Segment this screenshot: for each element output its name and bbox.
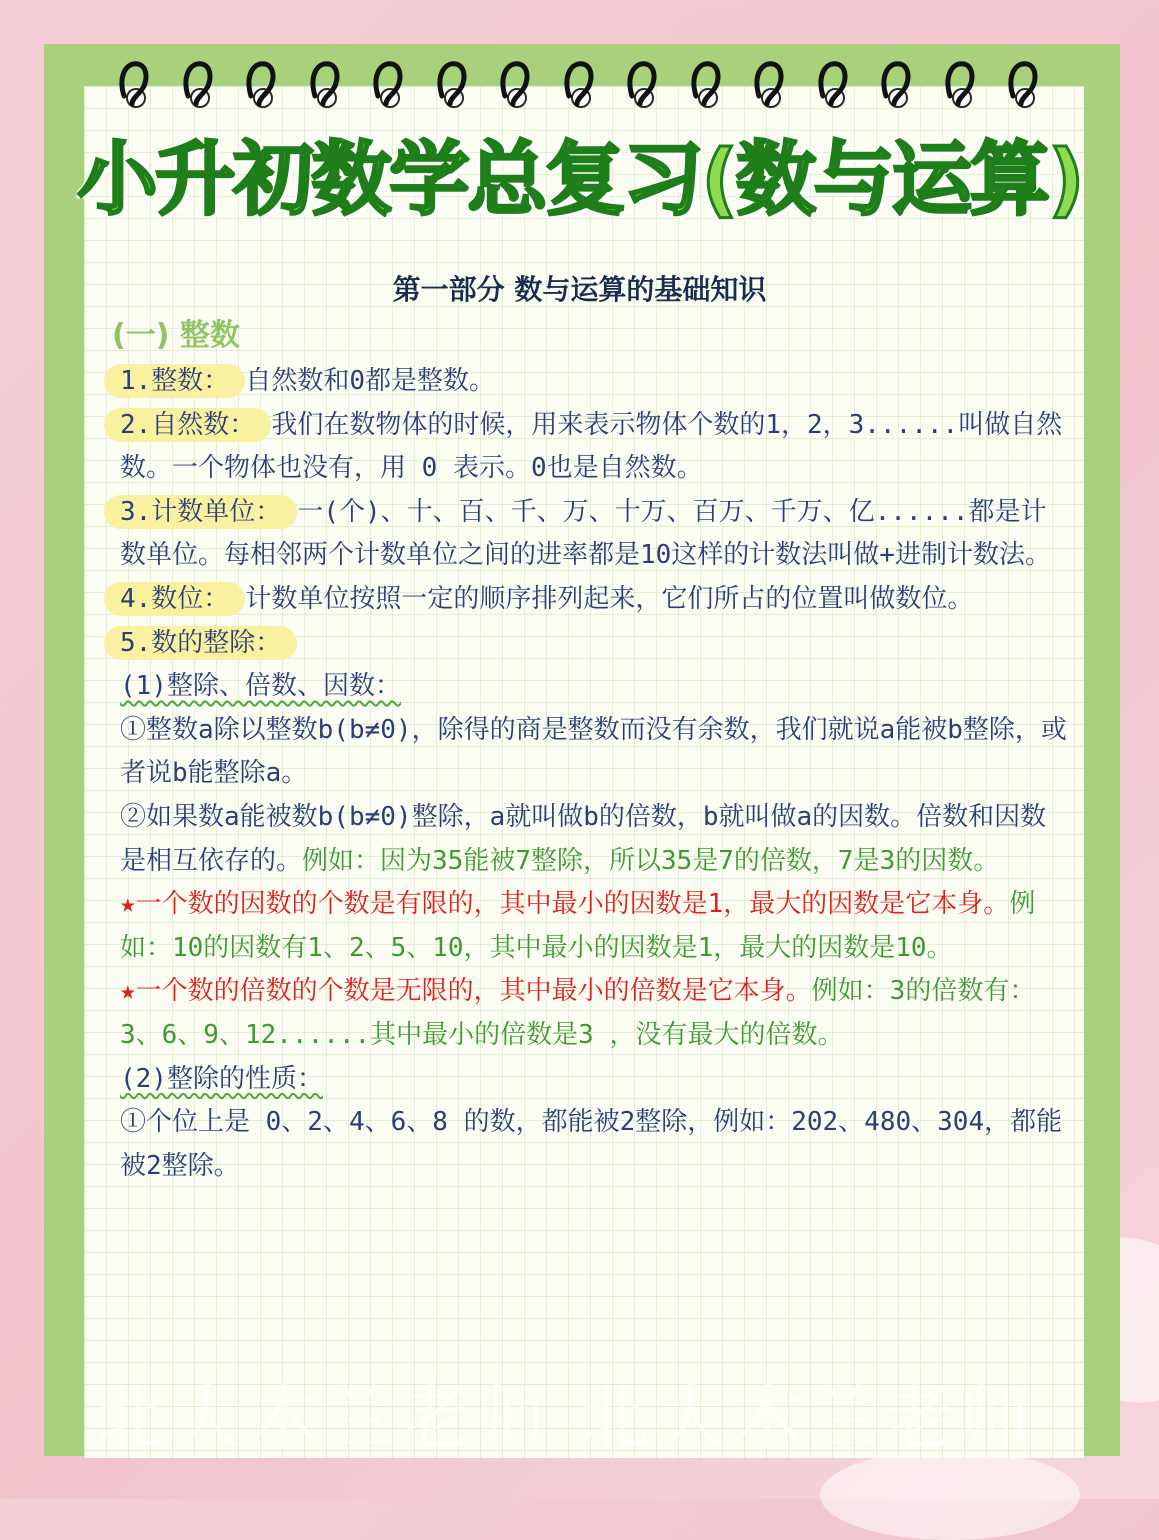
item-integer-text: 自然数和0都是整数。: [245, 366, 495, 396]
item-counting-unit-text: 一(个)、十、百、千、万、十万、百万、千万、亿......都是计数单位。每相邻两个计数单位之间的进率都是10这样的计数法叫做+进制计数法。: [120, 496, 1051, 571]
paragraph-2-example: 例如：因为35能被7整除，所以35是7的倍数，7是3的因数。: [302, 845, 1000, 876]
spiral-ring-icon: [745, 58, 793, 122]
paragraph-4-text: 一个数的倍数的个数是无限的，其中最小的倍数是它本身。: [135, 976, 812, 1007]
spiral-ring-icon: [682, 58, 730, 122]
notes-content: [120, 360, 1070, 1188]
subsection-title-2-text: (2)整除的性质：: [120, 1063, 323, 1094]
paragraph-4: [120, 970, 1070, 1057]
item-digit-place-text: 计数单位按照一定的顺序排列起来，它们所占的位置叫做数位。: [245, 583, 974, 614]
paragraph-3-text: 一个数的因数的个数是有限的，其中最小的因数是1，最大的因数是它本身。: [135, 889, 1010, 920]
paragraph-3-example: 例如：10的因数有1、2、5、10，其中最小的因数是1，最大的因数是10。: [120, 889, 1036, 963]
page-subtitle: 第一部分 数与运算的基础知识: [392, 273, 767, 306]
subsection-title-1: [120, 665, 1070, 709]
spiral-ring-icon: [936, 58, 984, 122]
spiral-ring-icon: [491, 58, 539, 122]
star-icon: ★: [120, 889, 136, 920]
page-title: 小升初数学总复习(数与运算): [77, 133, 1083, 226]
subsection-title-1-text: (1)整除、倍数、因数：: [120, 671, 401, 702]
item-divisibility: [120, 622, 1070, 666]
item-natural-number-head: 2.自然数：: [104, 408, 271, 442]
paragraph-2: [120, 796, 1070, 883]
item-divisibility-head: 5.数的整除：: [104, 626, 297, 660]
paragraph-2-text: ②如果数a能被数b(b≠0)整除，a就叫做b的倍数，b就叫做a的因数。倍数和因数是相互依存的。: [120, 801, 1047, 876]
item-counting-unit: [120, 491, 1070, 578]
paragraph-4-example: 例如：3的倍数有：3、6、9、12......其中最小的倍数是3 ，没有最大的倍数。: [120, 976, 1036, 1050]
item-natural-number-text: 我们在数物体的时候，用来表示物体个数的1，2，3......叫做自然数。一个物体也没有，用 0 表示。0也是自然数。: [120, 409, 1063, 484]
item-digit-place-head: 4.数位：: [104, 582, 245, 616]
item-digit-place: [120, 578, 1070, 622]
item-integer-head: 1.整数：: [104, 364, 245, 398]
paragraph-1: ①整数a除以整数b(b≠0)，除得的商是整数而没有余数，我们就说a能被b整除，或者说b能整除a。: [120, 714, 1067, 789]
spiral-ring-icon: [618, 58, 666, 122]
paragraph-5: ①个位上是 0、2、4、6、8 的数，都能被2整除，例如：202、480、304，都能被2整除。: [120, 1107, 1063, 1181]
spiral-ring-icon: [174, 58, 222, 122]
spiral-ring-icon: [872, 58, 920, 122]
spiral-ring-icon: [999, 58, 1047, 122]
section-heading: (一) 整数: [112, 318, 240, 353]
spiral-ring-icon: [237, 58, 285, 122]
watermark: 北大木兰老师 北大木兰老师: [96, 1377, 1037, 1459]
spiral-ring-icon: [428, 58, 476, 122]
star-icon: ★: [120, 976, 136, 1007]
subsection-title-2: [120, 1058, 1070, 1102]
spiral-ring-icon: [809, 58, 857, 122]
spiral-ring-icon: [110, 58, 158, 122]
item-natural-number: [120, 404, 1070, 491]
item-counting-unit-head: 3.计数单位：: [104, 495, 297, 529]
spiral-ring-icon: [555, 58, 603, 122]
item-integer: [120, 360, 1070, 404]
spiral-binding: [110, 58, 1060, 128]
paragraph-3: [120, 883, 1070, 970]
petal-decoration: [820, 1450, 1080, 1540]
spiral-ring-icon: [364, 58, 412, 122]
spiral-ring-icon: [301, 58, 349, 122]
